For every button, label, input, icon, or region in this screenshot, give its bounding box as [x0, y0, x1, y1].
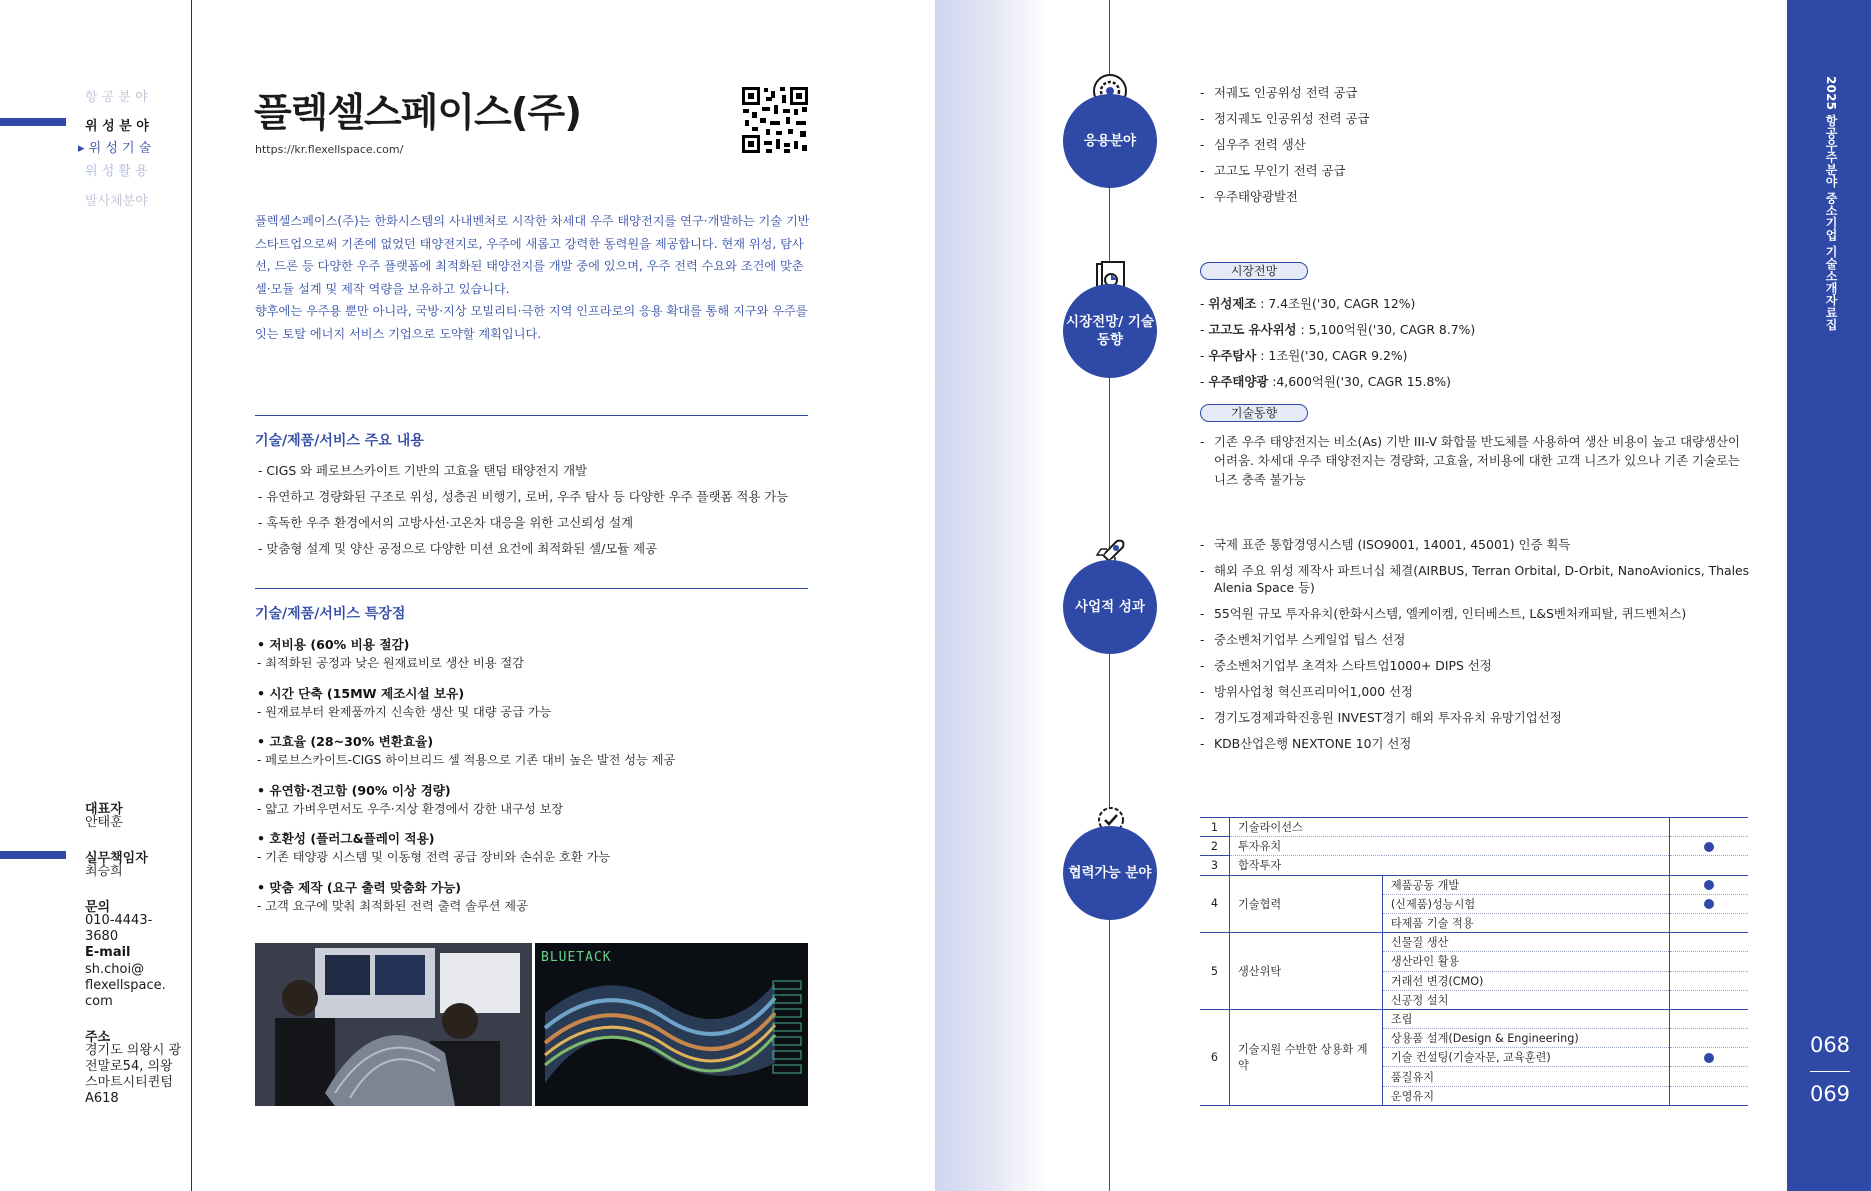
- team-photo: [255, 943, 532, 1106]
- feature-item: [257, 685, 817, 721]
- achievements-list: [1200, 536, 1760, 761]
- list-item: - 55억원 규모 투자유치(한화시스템, 엘케이켐, 인터베스트, L&S벤처캐피탈, 퀴드벤처스): [1200, 605, 1760, 622]
- timeline-market: 시장전망/ 기술동향: [1063, 284, 1157, 378]
- table-row: [1200, 818, 1748, 837]
- row-number: 6: [1200, 1009, 1229, 1105]
- nav-satellite[interactable]: 위 성 분 야: [85, 119, 149, 134]
- feature-title: • 고효율 (28~30% 변환효율): [257, 734, 434, 749]
- row-sub: 운영유지: [1382, 1086, 1669, 1105]
- feature-desc: - 최적화된 공정과 낮은 원재료비로 생산 비용 절감: [257, 656, 524, 670]
- list-item: - 심우주 전력 생산: [1200, 136, 1760, 153]
- row-number: 4: [1200, 875, 1229, 933]
- list-item: - 기존 우주 태양전지는 비소(As) 기반 III-V 화합물 반도체를 사용하여 생산 비용이 높고 대량생산이 어려움. 차세대 우주 태양전지는 경량화, 고효율, 저비용에 대한 고객 니즈가 있으나 기존 기술로는 니즈 충족 불가능: [1200, 432, 1755, 489]
- features-heading: 기술/제품/서비스 특장점: [255, 606, 406, 622]
- outlook-value: : 1조원('30, CAGR 9.2%): [1256, 348, 1408, 363]
- email-value[interactable]: sh.choi@ flexellspace. com: [85, 962, 166, 1009]
- list-item: - 맞춤형 설계 및 양산 공정으로 다양한 미션 요건에 최적화된 셀/모듈 제공: [258, 541, 658, 556]
- row-category: 기술라이선스: [1229, 818, 1669, 837]
- nav-satellite-tech[interactable]: ▸ 위 성 기 술: [78, 141, 152, 156]
- inquiry-value: 010-4443-3680: [85, 913, 153, 944]
- company-url[interactable]: https://kr.flexellspace.com/: [255, 143, 404, 156]
- page-gutter: [935, 0, 1050, 1191]
- table-row: [1200, 875, 1748, 894]
- feature-desc: - 기존 태양광 시스템 및 이동형 전력 공급 장비와 손쉬운 호환 가능: [257, 850, 611, 864]
- ceo-value: 안태훈: [85, 815, 123, 830]
- selected-dot-icon: [1704, 899, 1714, 909]
- timeline-application: 응용분야: [1063, 94, 1157, 188]
- table-row: [1200, 856, 1748, 875]
- outlook-name: 우주탐사: [1208, 348, 1257, 363]
- nav-active-indicator: [0, 118, 66, 126]
- list-item: - 해외 주요 위성 제작사 파트너십 체결(AIRBUS, Terran Orbital, D-Orbit, NanoAvionics, Thales Alenia Space 등): [1200, 562, 1760, 596]
- list-item: - 중소벤처기업부 스케일업 팁스 선정: [1200, 631, 1760, 648]
- manager-label: 실무책임자: [85, 851, 148, 866]
- main-content-heading: 기술/제품/서비스 주요 내용: [255, 433, 424, 449]
- row-category: 합작투자: [1229, 856, 1669, 875]
- nav-launch-vehicle[interactable]: 발사체분야: [85, 194, 148, 209]
- row-number: 5: [1200, 933, 1229, 1010]
- row-mark: [1670, 1009, 1748, 1028]
- company-intro: [255, 210, 810, 345]
- product-render: [535, 943, 808, 1106]
- list-item: - 방위사업청 혁신프리미어1,000 선정: [1200, 683, 1760, 700]
- application-list: [1200, 84, 1760, 214]
- nav-satellite-use[interactable]: 위 성 활 용: [85, 164, 148, 179]
- outlook-row: - 우주태양광 :4,600억원('30, CAGR 15.8%): [1200, 374, 1451, 389]
- table-row: [1200, 1009, 1748, 1028]
- timeline-achievements: 사업적 성과: [1063, 560, 1157, 654]
- feature-desc: - 페로브스카이트-CIGS 하이브리드 셀 적용으로 기존 대비 높은 발전 성능 제공: [257, 753, 676, 767]
- section-divider: [255, 588, 808, 589]
- outlook-name: 우주태양광: [1208, 374, 1269, 389]
- outlook-name: 고고도 유사위성: [1208, 322, 1297, 337]
- row-number: 3: [1200, 856, 1229, 875]
- qr-code-icon: [740, 85, 810, 155]
- trend-list: [1200, 432, 1755, 498]
- cooperation-table: [1200, 817, 1748, 1106]
- row-mark: [1670, 971, 1748, 990]
- manager-value: 최승희: [85, 864, 123, 879]
- outlook-row: - 위성제조 : 7.4조원('30, CAGR 12%): [1200, 296, 1416, 311]
- outlook-pill: 시장전망: [1200, 262, 1308, 280]
- section-divider: [255, 415, 808, 416]
- row-number: 2: [1200, 837, 1229, 856]
- page-number-left: 068: [1809, 1033, 1851, 1057]
- list-item: - 유연하고 경량화된 구조로 위성, 성층권 비행기, 로버, 우주 탐사 등 다양한 우주 플랫폼 적용 가능: [258, 489, 789, 504]
- list-item: - 저궤도 인공위성 전력 공급: [1200, 84, 1760, 101]
- outlook-row: - 우주탐사 : 1조원('30, CAGR 9.2%): [1200, 348, 1408, 363]
- address-label: 주소: [85, 1030, 111, 1045]
- row-category: 생산위탁: [1229, 933, 1382, 1010]
- intro-paragraph-2: 향후에는 우주용 뿐만 아니라, 국방·지상 모빌리티·극한 지역 인프라로의 응용 확대를 통해 지구와 우주를 잇는 토탈 에너지 서비스 기업으로 도약할 계획입니다.: [255, 304, 808, 341]
- main-content-list: [258, 458, 818, 562]
- selected-dot-icon: [1704, 842, 1714, 852]
- market-outlook: [1200, 291, 1475, 395]
- outlook-row: - 고고도 유사위성 : 5,100억원('30, CAGR 8.7%): [1200, 322, 1476, 337]
- feature-desc: - 고객 요구에 맞춰 최적화된 전력 출력 솔루션 제공: [257, 898, 528, 913]
- list-item: - 고고도 무인기 전력 공급: [1200, 162, 1760, 179]
- list-item: - 정지궤도 인공위성 전력 공급: [1200, 110, 1760, 127]
- row-sub: 상용품 설계(Design & Engineering): [1382, 1029, 1669, 1048]
- row-mark: [1670, 1086, 1748, 1105]
- row-category: 기술협력: [1229, 875, 1382, 933]
- row-mark: [1670, 913, 1748, 932]
- row-sub: 거래선 변경(CMO): [1382, 971, 1669, 990]
- table-row: [1200, 933, 1748, 952]
- row-sub: 신공정 설치: [1382, 990, 1669, 1009]
- timeline-cooperation: 협력가능 분야: [1063, 826, 1157, 920]
- feature-title: • 유연함·견고함 (90% 이상 경량): [257, 782, 451, 798]
- row-mark: [1670, 894, 1748, 913]
- feature-item: [257, 636, 817, 672]
- row-sub: (신제품)성능시험: [1382, 894, 1669, 913]
- outlook-value: :4,600억원('30, CAGR 15.8%): [1268, 374, 1451, 389]
- row-sub: 신물질 생산: [1382, 933, 1669, 952]
- feature-title: • 시간 단축 (15MW 제조시설 보유): [257, 685, 465, 701]
- nav-aviation[interactable]: 항 공 분 야: [85, 90, 148, 105]
- row-mark: [1670, 1029, 1748, 1048]
- selected-dot-icon: [1704, 880, 1714, 890]
- email-label: E-mail: [85, 945, 131, 960]
- feature-desc: - 원재료부터 완제품까지 신속한 생산 및 대량 공급 가능: [257, 704, 552, 719]
- intro-paragraph-1: 플렉셀스페이스(주)는 한화시스템의 사내벤처로 시작한 차세대 우주 태양전지를 연구·개발하는 기술 기반 스타트업으로써 기존에 없었던 태양전지로, 우주에 새롭고 강력한 동력원을 제공합니다. 현재 위성, 탐사선, 드론 등 다양한 우주 플랫폼에 최적화된 태양전지를 개발 중에 있으며, 우주 전력 수요와 조건에 맞춘 셀·모듈 설계 및 제작 역량을 보유하고 있습니다.: [255, 214, 810, 296]
- row-mark: [1670, 1067, 1748, 1086]
- outlook-name: 위성제조: [1208, 296, 1257, 311]
- table-row: [1200, 837, 1748, 856]
- company-title: 플렉셀스페이스(주): [254, 91, 582, 136]
- feature-item: [257, 782, 817, 818]
- publication-title: 2025 항공우주분야 중소기업 기술소개자료집: [1824, 76, 1838, 331]
- feature-item: [257, 830, 817, 866]
- product-render-illustration: [535, 943, 808, 1106]
- row-sub: 타제품 기술 적용: [1382, 913, 1669, 932]
- feature-title: • 맞춤 제작 (요구 출력 맞춤화 가능): [257, 879, 462, 895]
- outlook-value: : 7.4조원('30, CAGR 12%): [1256, 296, 1416, 311]
- list-item: - 혹독한 우주 환경에서의 고방사선·고온차 대응을 위한 고신뢰성 설계: [258, 515, 634, 530]
- trend-pill: 기술동향: [1200, 404, 1308, 422]
- row-mark: [1670, 990, 1748, 1009]
- address-value: 경기도 의왕시 광전말로54, 의왕 스마트시티퀸텀 A618: [85, 1043, 182, 1106]
- ceo-label: 대표자: [85, 802, 123, 817]
- row-sub: 생산라인 활용: [1382, 952, 1669, 971]
- row-sub: 제품공동 개발: [1382, 875, 1669, 894]
- outlook-value: : 5,100억원('30, CAGR 8.7%): [1296, 322, 1476, 337]
- row-mark: [1670, 952, 1748, 971]
- row-sub: 기술 컨설팅(기술자문, 교육훈련): [1382, 1048, 1669, 1067]
- list-item: - CIGS 와 페로브스카이트 기반의 고효율 탠덤 태양전지 개발: [258, 463, 588, 478]
- list-item: - 중소벤처기업부 초격차 스타트업1000+ DIPS 선정: [1200, 657, 1760, 674]
- selected-dot-icon: [1704, 1053, 1714, 1063]
- list-item: - 국제 표준 통합경영시스템 (ISO9001, 14001, 45001) 인증 획득: [1200, 536, 1760, 553]
- row-mark: [1670, 837, 1748, 856]
- list-item: - KDB산업은행 NEXTONE 10기 선정: [1200, 735, 1760, 752]
- feature-item: [257, 879, 817, 915]
- row-sub: 품질유지: [1382, 1067, 1669, 1086]
- feature-title: • 호환성 (플러그&플레이 적용): [257, 831, 435, 846]
- bluetack-caption: BLUETACK: [541, 950, 612, 965]
- row-category: 기술지원 수반한 상용화 계약: [1229, 1009, 1382, 1105]
- feature-desc: - 얇고 가벼우면서도 우주·지상 환경에서 강한 내구성 보장: [257, 801, 564, 816]
- row-mark: [1670, 818, 1748, 837]
- page-number-divider: [1810, 1071, 1850, 1072]
- row-mark: [1670, 856, 1748, 875]
- contact-indicator: [0, 851, 66, 859]
- row-mark: [1670, 875, 1748, 894]
- row-category: 투자유치: [1229, 837, 1669, 856]
- row-sub: 조립: [1382, 1009, 1669, 1028]
- inquiry-label: 문의: [85, 900, 111, 915]
- team-photo-illustration: [255, 943, 532, 1106]
- page-number-right: 069: [1809, 1082, 1851, 1106]
- list-item: - 경기도경제과학진흥원 INVEST경기 해외 투자유치 유망기업선정: [1200, 709, 1760, 726]
- sidebar-divider: [191, 0, 192, 1191]
- row-mark: [1670, 1048, 1748, 1067]
- feature-title: • 저비용 (60% 비용 절감): [257, 637, 410, 652]
- list-item: - 우주태양광발전: [1200, 188, 1760, 205]
- row-mark: [1670, 933, 1748, 952]
- row-number: 1: [1200, 818, 1229, 837]
- feature-item: [257, 733, 817, 769]
